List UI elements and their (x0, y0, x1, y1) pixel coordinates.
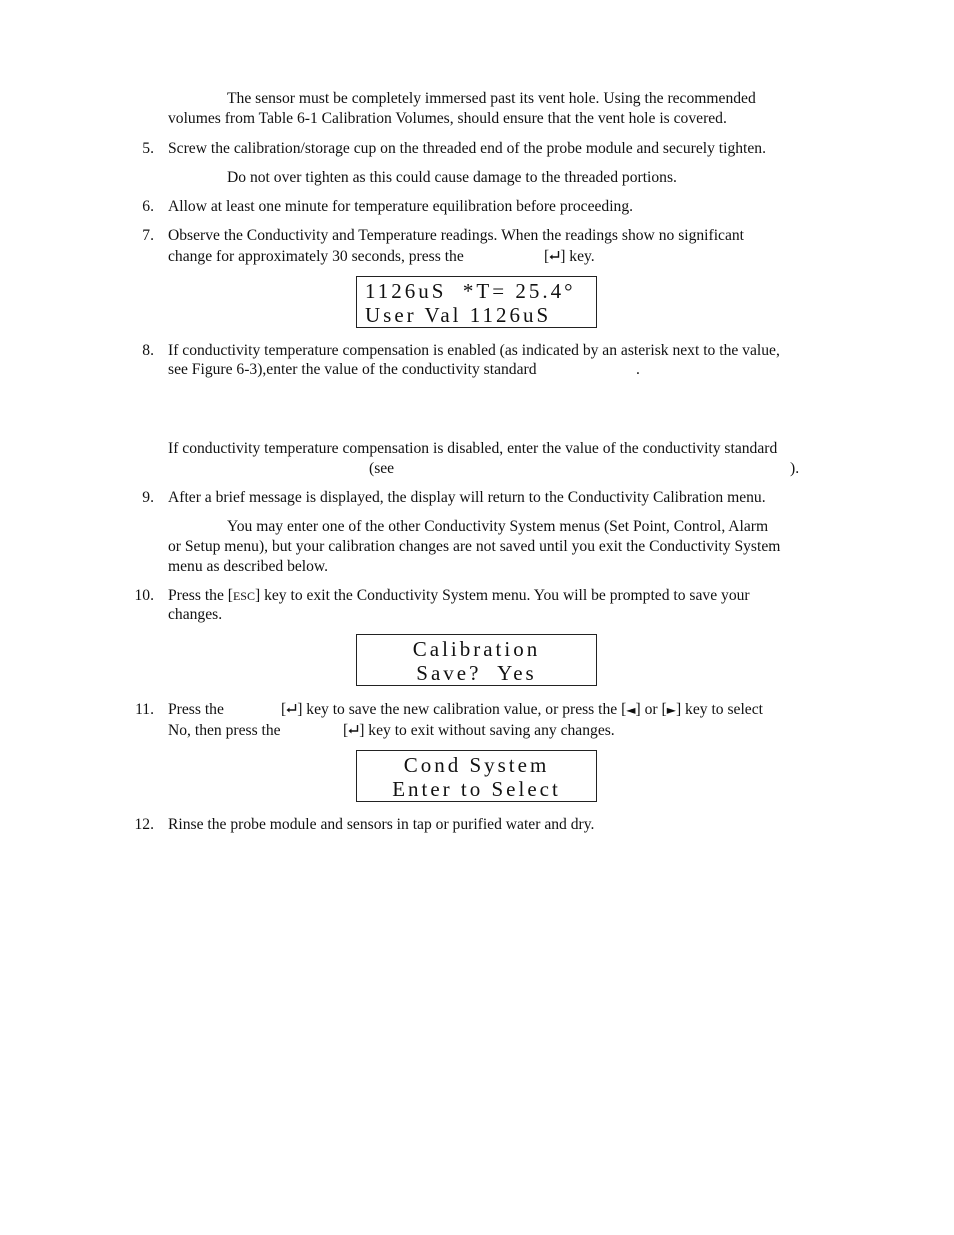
lcd-row-2: Save? Yes (416, 661, 537, 685)
step-11-number: 11. (135, 701, 154, 718)
step-7-line1: Observe the Conductivity and Temperature readings. When the readings show no significant (168, 227, 745, 244)
step-5-number: 5. (142, 140, 154, 157)
step-10-line1 (168, 586, 750, 606)
step-10-press: Press the [ (168, 587, 233, 604)
step-9-number: 9. (142, 489, 154, 506)
step-6-number: 6. (142, 198, 154, 215)
step-6-text: Allow at least one minute for temperature equilibration before proceeding. (168, 198, 634, 215)
step-11-line1-rest (281, 700, 763, 720)
step-10-rest: ] key to exit the Conductivity System menu. You will be prompted to save your (254, 587, 750, 604)
step-12-number: 12. (134, 816, 154, 833)
right-arrow-icon: ► (666, 703, 676, 717)
lcd-row-1: Cond System (403, 753, 550, 777)
step-7-number: 7. (142, 227, 154, 244)
step-10-number: 10. (134, 587, 154, 604)
step-8-line4-end: ). (790, 460, 800, 477)
note-menus-line1: You may enter one of the other Conductivity System menus (Set Point, Control, Alarm (227, 518, 769, 535)
step-11-or: ] or [ (635, 701, 667, 718)
step-12-text: Rinse the probe module and sensors in tap or purified water and dry. (168, 816, 595, 833)
note-vent-hole-line1: The sensor must be completely immersed past its vent hole. Using the recommended (227, 90, 756, 107)
note-menus-line2: or Setup menu), but your calibration changes are not saved until you exit the Conductivity System (168, 538, 781, 555)
step-10-line2: changes. (168, 606, 223, 623)
lcd-display-save (356, 634, 597, 686)
esc-key-label: ESC (232, 589, 255, 603)
step-7-line2-start: change for approximately 30 seconds, press the (168, 248, 464, 265)
lcd-row-1: 1126uS *T= 25.4° (365, 279, 576, 303)
step-8-line1: If conductivity temperature compensation is enabled (as indicated by an asterisk next to the value, (168, 342, 780, 359)
step-11-line2-start: No, then press the (168, 722, 281, 739)
note-vent-hole-line2: volumes from Table 6-1 Calibration Volumes, should ensure that the vent hole is covered. (168, 110, 727, 127)
step-8-line4-start: (see (369, 460, 395, 477)
lcd-row-1: Calibration (412, 637, 541, 661)
step-11-line2-rest (343, 721, 615, 741)
step-9-text: After a brief message is displayed, the display will return to the Conductivity Calibration menu. (168, 489, 766, 506)
step-8-number: 8. (142, 342, 154, 359)
note-over-tighten: Do not over tighten as this could cause damage to the threaded portions. (227, 169, 677, 186)
enter-key-icon (348, 724, 359, 736)
step-11-save-text: ] key to save the new calibration value, or press the [ (297, 701, 627, 718)
left-arrow-icon: ◄ (626, 703, 636, 717)
enter-key-icon (549, 250, 560, 262)
step-11-select: ] key to select (675, 701, 763, 718)
step-8-line2: see Figure 6-3),enter the value of the conductivity standard (168, 361, 537, 378)
step-7-key-suffix: ] key. (560, 248, 595, 265)
step-8-line3: If conductivity temperature compensation is disabled, enter the value of the conductivity standard (168, 440, 778, 457)
lcd-display-cond-system (356, 750, 597, 802)
lcd-row-2: Enter to Select (392, 777, 561, 801)
step-5-text: Screw the calibration/storage cup on the threaded end of the probe module and securely tighten. (168, 140, 766, 157)
lcd-display-reading (356, 276, 597, 328)
step-11-press: Press the (168, 701, 224, 718)
bracket-open: [ (544, 248, 550, 265)
step-7-line2-end (544, 247, 595, 267)
lcd-row-2: User Val 1126uS (365, 303, 552, 327)
bracket-open: [ (343, 722, 349, 739)
note-menus-line3: menu as described below. (168, 558, 329, 575)
step-8-line2-period: . (636, 361, 640, 378)
step-11-exit-text: ] key to exit without saving any changes. (359, 722, 615, 739)
enter-key-icon (286, 703, 297, 715)
bracket-open: [ (281, 701, 287, 718)
